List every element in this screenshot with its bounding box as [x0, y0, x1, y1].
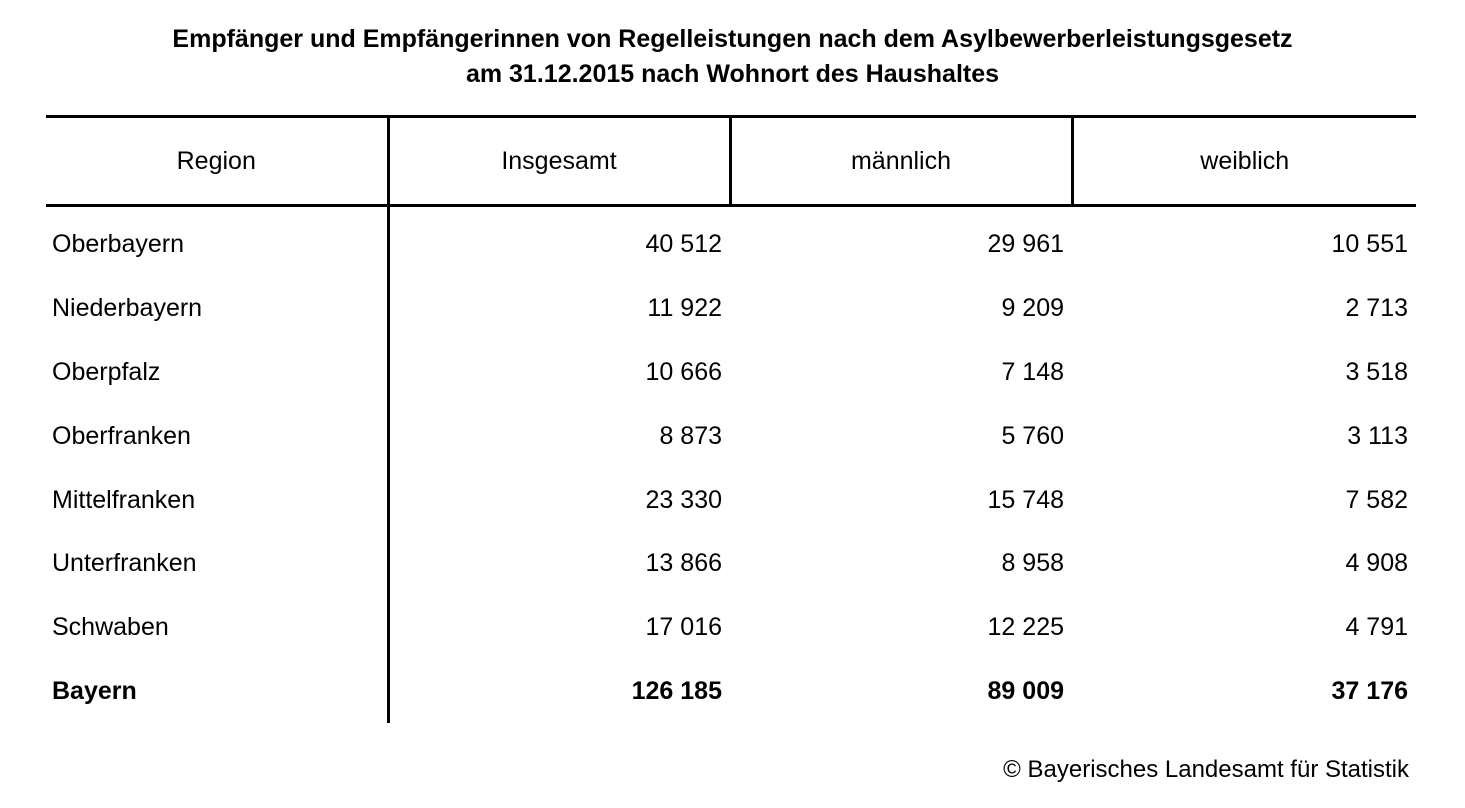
- cell-maennlich: 9 209: [1001, 294, 1064, 323]
- cell-weiblich-total: 37 176: [1331, 676, 1408, 705]
- cell-region: Unterfranken: [46, 532, 388, 596]
- cell-region: Oberpfalz: [46, 341, 388, 405]
- cell-maennlich: 29 961: [987, 230, 1064, 259]
- data-table: [46, 115, 1416, 723]
- source-footer: © Bayerisches Landesamt für Statistik: [1003, 756, 1409, 783]
- header-row: [46, 117, 1416, 206]
- cell-weiblich: 3 113: [1347, 421, 1408, 450]
- table-row: [46, 404, 1416, 468]
- cell-maennlich: 7 148: [1001, 357, 1064, 386]
- cell-maennlich: 8 958: [1001, 549, 1064, 578]
- data-table-container: [46, 115, 1416, 723]
- table-row: [46, 596, 1416, 660]
- cell-insgesamt: 23 330: [645, 485, 722, 514]
- cell-insgesamt: 10 666: [645, 357, 722, 386]
- cell-region: Mittelfranken: [46, 468, 388, 532]
- table-row: [46, 532, 1416, 596]
- cell-region: Oberbayern: [46, 206, 388, 277]
- header-maennlich: männlich: [730, 117, 1072, 206]
- table-body: [46, 206, 1416, 724]
- cell-maennlich-total: 89 009: [987, 676, 1064, 705]
- cell-insgesamt: 13 866: [645, 549, 722, 578]
- header-weiblich: weiblich: [1072, 117, 1416, 206]
- cell-region: Niederbayern: [46, 277, 388, 341]
- title-line-1: Empfänger und Empfängerinnen von Regelleistungen nach dem Asylbewerberleistungsgesetz: [172, 25, 1293, 53]
- header-region: Region: [176, 146, 256, 175]
- table-row-total: [46, 660, 1416, 724]
- table-row: [46, 341, 1416, 405]
- cell-insgesamt: 8 873: [659, 421, 722, 450]
- cell-region: Oberfranken: [46, 404, 388, 468]
- cell-insgesamt: 11 922: [647, 294, 722, 323]
- cell-region-total: Bayern: [46, 660, 388, 724]
- cell-insgesamt-total: 126 185: [631, 676, 722, 705]
- cell-weiblich: 4 791: [1345, 613, 1408, 642]
- cell-insgesamt: 17 016: [645, 613, 722, 642]
- cell-weiblich: 4 908: [1345, 549, 1408, 578]
- header-insgesamt: Insgesamt: [388, 117, 730, 206]
- cell-weiblich: 10 551: [1331, 230, 1408, 259]
- cell-weiblich: 7 582: [1345, 485, 1408, 514]
- cell-weiblich: 2 713: [1345, 294, 1408, 323]
- table-row: [46, 277, 1416, 341]
- table-header: [46, 117, 1416, 206]
- table-row: [46, 206, 1416, 277]
- cell-maennlich: 12 225: [987, 613, 1064, 642]
- cell-maennlich: 15 748: [987, 485, 1064, 514]
- table-row: [46, 468, 1416, 532]
- cell-region: Schwaben: [46, 596, 388, 660]
- title-line-2: am 31.12.2015 nach Wohnort des Haushaltes: [465, 60, 1000, 88]
- document-title: [0, 22, 1465, 92]
- cell-weiblich: 3 518: [1345, 357, 1408, 386]
- cell-maennlich: 5 760: [1001, 421, 1064, 450]
- cell-insgesamt: 40 512: [645, 230, 722, 259]
